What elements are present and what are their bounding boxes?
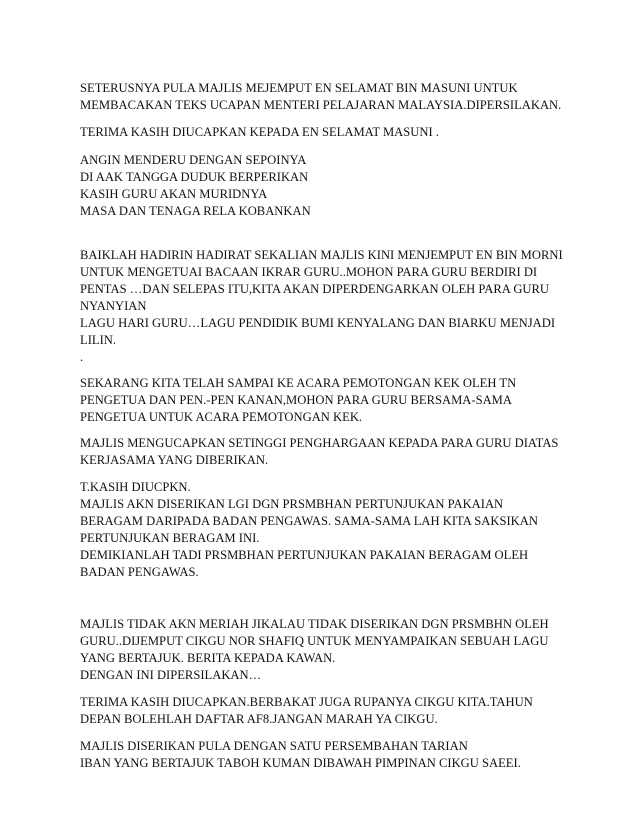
text-line: BADAN PENGAWAS. <box>80 565 199 579</box>
text-line: DI AAK TANGGA DUDUK BERPERIKAN <box>80 170 309 184</box>
text-line: BAIKLAH HADIRIN HADIRAT SEKALIAN MAJLIS KINI MENJEMPUT EN BIN MORNI <box>80 248 563 262</box>
text-line: DEMIKIANLAH TADI PRSMBHAN PERTUNJUKAN PAKAIAN BERAGAM OLEH <box>80 548 529 562</box>
text-line: TERIMA KASIH DIUCAPKAN.BERBAKAT JUGA RUPANYA CIKGU KITA.TAHUN <box>80 695 533 709</box>
text-line: UNTUK MENGETUAI BACAAN IKRAR GURU..MOHON PARA GURU BERDIRI DI <box>80 265 538 279</box>
text-line: SETERUSNYA PULA MAJLIS MEJEMPUT EN SELAMAT BIN MASUNI UNTUK <box>80 81 518 95</box>
text-line: MAJLIS AKN DISERIKAN LGI DGN PRSMBHAN PERTUNJUKAN PAKAIAN <box>80 497 504 511</box>
text-line: DEPAN BOLEHLAH DAFTAR AF8.JANGAN MARAH YA CIKGU. <box>80 712 438 726</box>
text-line: PENTAS …DAN SELEPAS ITU,KITA AKAN DIPERDENGARKAN OLEH PARA GURU <box>80 282 549 296</box>
text-line: KERJASAMA YANG DIBERIKAN. <box>80 453 269 467</box>
text-line: LILIN. <box>80 333 117 347</box>
text-line: IBAN YANG BERTAJUK TABOH KUMAN DIBAWAH PIMPINAN CIKGU SAEEI. <box>80 756 521 770</box>
text-line: ANGIN MENDERU DENGAN SEPOINYA <box>80 153 307 167</box>
text-line: MAJLIS MENGUCAPKAN SETINGGI PENGHARGAAN KEPADA PARA GURU DIATAS <box>80 436 559 450</box>
text-line: KASIH GURU AKAN MURIDNYA <box>80 187 268 201</box>
text-line: MAJLIS TIDAK AKN MERIAH JIKALAU TIDAK DISERIKAN DGN PRSMBHN OLEH <box>80 617 549 631</box>
text-line: YANG BERTAJUK. BERITA KEPADA KAWAN. <box>80 651 336 665</box>
text-line: SEKARANG KITA TELAH SAMPAI KE ACARA PEMOTONGAN KEK OLEH TN <box>80 376 517 390</box>
text-line: T.KASIH DIUCPKN. <box>80 480 191 494</box>
text-line: MAJLIS DISERIKAN PULA DENGAN SATU PERSEMBAHAN TARIAN <box>80 739 468 753</box>
text-line: MASA DAN TENAGA RELA KOBANKAN <box>80 204 311 218</box>
text-line: GURU..DIJEMPUT CIKGU NOR SHAFIQ UNTUK MENYAMPAIKAN SEBUAH LAGU <box>80 634 549 648</box>
text-line: NYANYIAN <box>80 299 147 313</box>
text-line: PENGETUA DAN PEN.-PEN KANAN,MOHON PARA GURU BERSAMA-SAMA <box>80 393 512 407</box>
text-line: BERAGAM DARIPADA BADAN PENGAWAS. SAMA-SAMA LAH KITA SAKSIKAN <box>80 514 538 528</box>
text-line: PERTUNJUKAN BERAGAM INI. <box>80 531 260 545</box>
text-line: PENGETUA UNTUK ACARA PEMOTONGAN KEK. <box>80 410 363 424</box>
text-line: TERIMA KASIH DIUCAPKAN KEPADA EN SELAMAT MASUNI . <box>80 125 439 139</box>
text-line: . <box>80 350 84 364</box>
text-line: LAGU HARI GURU…LAGU PENDIDIK BUMI KENYALANG DAN BIARKU MENJADI <box>80 316 556 330</box>
text-line: DENGAN INI DIPERSILAKAN… <box>80 668 262 682</box>
text-line: MEMBACAKAN TEKS UCAPAN MENTERI PELAJARAN MALAYSIA.DIPERSILAKAN. <box>80 98 562 112</box>
